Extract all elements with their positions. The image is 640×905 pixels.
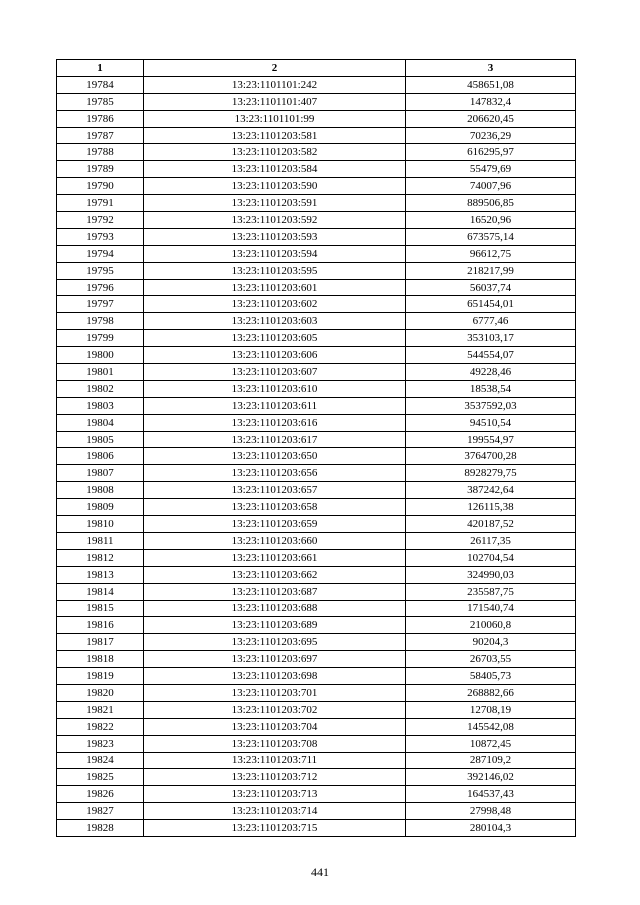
value-cell: 199554,97: [406, 431, 576, 448]
row-number-cell: 19827: [57, 803, 144, 820]
value-cell: 18538,54: [406, 380, 576, 397]
cadastral-number-cell: 13:23:1101203:714: [144, 803, 406, 820]
cadastral-number-cell: 13:23:1101203:711: [144, 752, 406, 769]
table-row: [57, 701, 576, 718]
table-row: [57, 397, 576, 414]
table-row: [57, 752, 576, 769]
cadastral-number-cell: 13:23:1101203:582: [144, 144, 406, 161]
column-header-1: 1: [57, 60, 144, 77]
value-cell: 10872,45: [406, 735, 576, 752]
value-cell: 16520,96: [406, 212, 576, 229]
table-row: [57, 651, 576, 668]
cadastral-number-cell: 13:23:1101203:607: [144, 364, 406, 381]
table-row: [57, 735, 576, 752]
table-row: [57, 549, 576, 566]
table-row: [57, 347, 576, 364]
value-cell: 210060,8: [406, 617, 576, 634]
value-cell: 218217,99: [406, 262, 576, 279]
value-cell: 324990,03: [406, 566, 576, 583]
row-number-cell: 19791: [57, 195, 144, 212]
value-cell: 544554,07: [406, 347, 576, 364]
row-number-cell: 19787: [57, 127, 144, 144]
table-row: [57, 279, 576, 296]
row-number-cell: 19809: [57, 499, 144, 516]
row-number-cell: 19819: [57, 668, 144, 685]
value-cell: 56037,74: [406, 279, 576, 296]
table-row: [57, 313, 576, 330]
table-row: [57, 144, 576, 161]
cadastral-number-cell: 13:23:1101203:590: [144, 178, 406, 195]
value-cell: 673575,14: [406, 228, 576, 245]
cadastral-number-cell: 13:23:1101203:662: [144, 566, 406, 583]
value-cell: 387242,64: [406, 482, 576, 499]
value-cell: 27998,48: [406, 803, 576, 820]
table-row: [57, 803, 576, 820]
value-cell: 70236,29: [406, 127, 576, 144]
value-cell: 3764700,28: [406, 448, 576, 465]
cadastral-number-cell: 13:23:1101203:698: [144, 668, 406, 685]
row-number-cell: 19826: [57, 786, 144, 803]
table-row: [57, 296, 576, 313]
data-table: [56, 59, 576, 837]
table-row: [57, 482, 576, 499]
value-cell: 49228,46: [406, 364, 576, 381]
value-cell: 392146,02: [406, 769, 576, 786]
cadastral-number-cell: 13:23:1101203:617: [144, 431, 406, 448]
value-cell: 353103,17: [406, 330, 576, 347]
row-number-cell: 19815: [57, 600, 144, 617]
value-cell: 8928279,75: [406, 465, 576, 482]
row-number-cell: 19802: [57, 380, 144, 397]
row-number-cell: 19797: [57, 296, 144, 313]
table-row: [57, 93, 576, 110]
value-cell: 94510,54: [406, 414, 576, 431]
row-number-cell: 19790: [57, 178, 144, 195]
row-number-cell: 19817: [57, 634, 144, 651]
table-row: [57, 431, 576, 448]
row-number-cell: 19805: [57, 431, 144, 448]
cadastral-number-cell: 13:23:1101203:661: [144, 549, 406, 566]
row-number-cell: 19818: [57, 651, 144, 668]
table-row: [57, 110, 576, 127]
table-row: [57, 228, 576, 245]
row-number-cell: 19807: [57, 465, 144, 482]
cadastral-number-cell: 13:23:1101203:584: [144, 161, 406, 178]
table-row: [57, 820, 576, 837]
row-number-cell: 19801: [57, 364, 144, 381]
table-row: [57, 195, 576, 212]
column-header-3: 3: [406, 60, 576, 77]
cadastral-number-cell: 13:23:1101203:602: [144, 296, 406, 313]
row-number-cell: 19812: [57, 549, 144, 566]
value-cell: 145542,08: [406, 718, 576, 735]
value-cell: 102704,54: [406, 549, 576, 566]
value-cell: 164537,43: [406, 786, 576, 803]
table-row: [57, 364, 576, 381]
table-row: [57, 465, 576, 482]
row-number-cell: 19828: [57, 820, 144, 837]
value-cell: 651454,01: [406, 296, 576, 313]
table-row: [57, 212, 576, 229]
cadastral-number-cell: 13:23:1101203:603: [144, 313, 406, 330]
cadastral-number-cell: 13:23:1101203:708: [144, 735, 406, 752]
row-number-cell: 19814: [57, 583, 144, 600]
page-number: 441: [311, 865, 329, 879]
value-cell: 90204,3: [406, 634, 576, 651]
value-cell: 458651,08: [406, 76, 576, 93]
row-number-cell: 19803: [57, 397, 144, 414]
table-row: [57, 262, 576, 279]
value-cell: 58405,73: [406, 668, 576, 685]
cadastral-number-cell: 13:23:1101203:610: [144, 380, 406, 397]
table-row: [57, 634, 576, 651]
value-cell: 6777,46: [406, 313, 576, 330]
row-number-cell: 19798: [57, 313, 144, 330]
cadastral-number-cell: 13:23:1101203:713: [144, 786, 406, 803]
row-number-cell: 19810: [57, 516, 144, 533]
value-cell: 420187,52: [406, 516, 576, 533]
cadastral-number-cell: 13:23:1101203:656: [144, 465, 406, 482]
row-number-cell: 19789: [57, 161, 144, 178]
table-row: [57, 583, 576, 600]
cadastral-number-cell: 13:23:1101203:660: [144, 532, 406, 549]
table-row: [57, 684, 576, 701]
table-row: [57, 448, 576, 465]
table-row: [57, 566, 576, 583]
table-row: [57, 178, 576, 195]
table-row: [57, 380, 576, 397]
value-cell: 26703,55: [406, 651, 576, 668]
cadastral-number-cell: 13:23:1101203:701: [144, 684, 406, 701]
cadastral-number-cell: 13:23:1101203:657: [144, 482, 406, 499]
cadastral-number-cell: 13:23:1101203:687: [144, 583, 406, 600]
table-header: [57, 60, 576, 77]
table-row: [57, 718, 576, 735]
cadastral-number-cell: 13:23:1101203:605: [144, 330, 406, 347]
row-number-cell: 19800: [57, 347, 144, 364]
row-number-cell: 19794: [57, 245, 144, 262]
cadastral-number-cell: 13:23:1101203:592: [144, 212, 406, 229]
cadastral-number-cell: 13:23:1101203:715: [144, 820, 406, 837]
column-header-2: 2: [144, 60, 406, 77]
row-number-cell: 19799: [57, 330, 144, 347]
table-row: [57, 516, 576, 533]
table-row: [57, 245, 576, 262]
cadastral-number-cell: 13:23:1101203:697: [144, 651, 406, 668]
value-cell: 235587,75: [406, 583, 576, 600]
value-cell: 268882,66: [406, 684, 576, 701]
cadastral-number-cell: 13:23:1101203:593: [144, 228, 406, 245]
table-row: [57, 617, 576, 634]
value-cell: 12708,19: [406, 701, 576, 718]
value-cell: 55479,69: [406, 161, 576, 178]
cadastral-number-cell: 13:23:1101203:695: [144, 634, 406, 651]
cadastral-number-cell: 13:23:1101203:601: [144, 279, 406, 296]
cadastral-number-cell: 13:23:1101203:689: [144, 617, 406, 634]
table-row: [57, 532, 576, 549]
value-cell: 287109,2: [406, 752, 576, 769]
row-number-cell: 19795: [57, 262, 144, 279]
cadastral-number-cell: 13:23:1101203:591: [144, 195, 406, 212]
value-cell: 126115,38: [406, 499, 576, 516]
row-number-cell: 19796: [57, 279, 144, 296]
cadastral-number-cell: 13:23:1101203:616: [144, 414, 406, 431]
row-number-cell: 19806: [57, 448, 144, 465]
cadastral-number-cell: 13:23:1101101:99: [144, 110, 406, 127]
row-number-cell: 19808: [57, 482, 144, 499]
cadastral-number-cell: 13:23:1101203:581: [144, 127, 406, 144]
cadastral-number-cell: 13:23:1101203:702: [144, 701, 406, 718]
row-number-cell: 19804: [57, 414, 144, 431]
cadastral-number-cell: 13:23:1101203:688: [144, 600, 406, 617]
value-cell: 206620,45: [406, 110, 576, 127]
value-cell: 96612,75: [406, 245, 576, 262]
row-number-cell: 19786: [57, 110, 144, 127]
table-row: [57, 76, 576, 93]
table-row: [57, 600, 576, 617]
table-row: [57, 127, 576, 144]
table-row: [57, 161, 576, 178]
table-row: [57, 414, 576, 431]
row-number-cell: 19784: [57, 76, 144, 93]
row-number-cell: 19785: [57, 93, 144, 110]
table-row: [57, 769, 576, 786]
row-number-cell: 19793: [57, 228, 144, 245]
row-number-cell: 19820: [57, 684, 144, 701]
table-header-row: [57, 60, 576, 77]
table-row: [57, 668, 576, 685]
cadastral-number-cell: 13:23:1101203:658: [144, 499, 406, 516]
value-cell: 147832,4: [406, 93, 576, 110]
table-row: [57, 786, 576, 803]
value-cell: 74007,96: [406, 178, 576, 195]
row-number-cell: 19824: [57, 752, 144, 769]
cadastral-number-cell: 13:23:1101101:242: [144, 76, 406, 93]
table-row: [57, 499, 576, 516]
cadastral-number-cell: 13:23:1101101:407: [144, 93, 406, 110]
value-cell: 3537592,03: [406, 397, 576, 414]
cadastral-number-cell: 13:23:1101203:659: [144, 516, 406, 533]
value-cell: 889506,85: [406, 195, 576, 212]
cadastral-number-cell: 13:23:1101203:704: [144, 718, 406, 735]
row-number-cell: 19816: [57, 617, 144, 634]
value-cell: 26117,35: [406, 532, 576, 549]
value-cell: 616295,97: [406, 144, 576, 161]
value-cell: 171540,74: [406, 600, 576, 617]
cadastral-number-cell: 13:23:1101203:611: [144, 397, 406, 414]
row-number-cell: 19788: [57, 144, 144, 161]
table-body: [57, 76, 576, 836]
row-number-cell: 19792: [57, 212, 144, 229]
row-number-cell: 19813: [57, 566, 144, 583]
cadastral-number-cell: 13:23:1101203:595: [144, 262, 406, 279]
cadastral-number-cell: 13:23:1101203:594: [144, 245, 406, 262]
table-row: [57, 330, 576, 347]
row-number-cell: 19822: [57, 718, 144, 735]
cadastral-number-cell: 13:23:1101203:650: [144, 448, 406, 465]
row-number-cell: 19821: [57, 701, 144, 718]
row-number-cell: 19811: [57, 532, 144, 549]
cadastral-number-cell: 13:23:1101203:712: [144, 769, 406, 786]
row-number-cell: 19823: [57, 735, 144, 752]
value-cell: 280104,3: [406, 820, 576, 837]
row-number-cell: 19825: [57, 769, 144, 786]
cadastral-number-cell: 13:23:1101203:606: [144, 347, 406, 364]
